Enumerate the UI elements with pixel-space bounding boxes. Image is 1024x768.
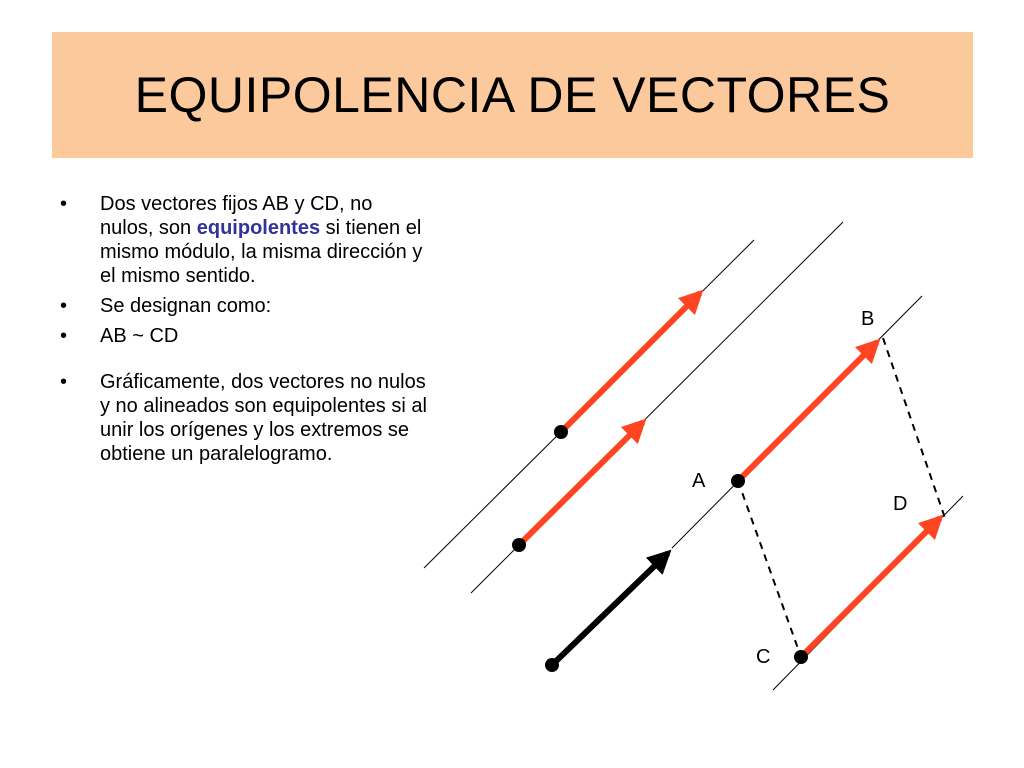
dashed-line-bd <box>883 338 945 518</box>
black-vector <box>552 553 668 665</box>
point-c-dot <box>794 650 808 664</box>
label-b: B <box>861 308 875 330</box>
origin-dot-top <box>554 425 568 439</box>
label-d: D <box>893 493 908 515</box>
designation-text: Se designan como: <box>100 295 272 317</box>
bullet-marker: • <box>60 193 68 215</box>
page-title: EQUIPOLENCIA DE VECTORES <box>134 67 891 123</box>
vector-ab <box>738 342 877 481</box>
point-a-dot <box>731 474 745 488</box>
dashed-line-ac <box>738 481 801 657</box>
label-a: A <box>692 470 706 492</box>
bullet-marker: • <box>60 295 68 317</box>
graphic-text: Gráficamente, dos vectores no nulos y no alineados son equipolentes si al unir los orígenes y los extremos se obtiene un paralelogramo. <box>100 371 427 465</box>
red-vector-top <box>561 293 700 432</box>
red-vector-middle <box>519 422 643 545</box>
equipolentes-term: equipolentes <box>196 217 321 239</box>
bullet-marker: • <box>60 325 68 347</box>
definition-text-end: si tienen el mismo módulo, la misma dirección y el mismo sentido. <box>100 217 423 287</box>
definition-text-start: Dos vectores fijos AB y CD, no nulos, son <box>100 193 373 239</box>
origin-dot-middle <box>512 538 526 552</box>
bullet-marker: • <box>60 371 68 393</box>
origin-dot-black <box>545 658 559 672</box>
notation-text: AB ~ CD <box>100 325 179 347</box>
label-c: C <box>756 646 771 668</box>
vector-cd <box>801 518 940 657</box>
